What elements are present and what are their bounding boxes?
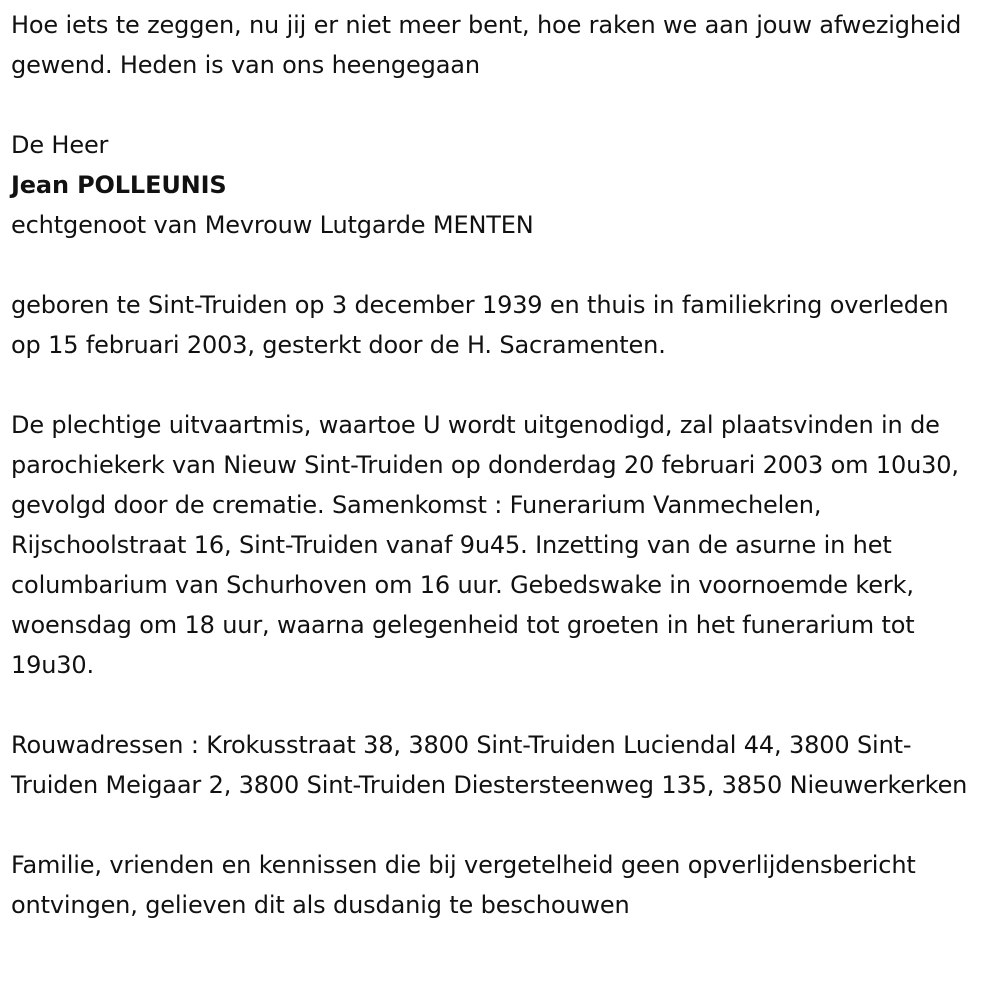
funeral-details: De plechtige uitvaartmis, waartoe U wordt uitgenodigd, zal plaatsvinden in de parochiekerk van Nieuw Sint-Truiden op donderdag 20 februari 2003 om 10u30, gevolgd door de crematie. Samenkomst : Funerarium Vanmechelen, Rijschoolstraat 16, Sint-Truiden vanaf 9u45. Inzetting van de asurne in het columbarium van Schurhoven om 16 uur. Gebedswake in voornoemde kerk, woensdag om 18 uur, waarna gelegenheid tot groeten in het funerarium tot 19u30. — [11, 411, 959, 679]
honorific: De Heer — [11, 131, 109, 159]
intro-text: Hoe iets te zeggen, nu jij er niet meer bent, hoe raken we aan jouw afwezigheid gewend. Heden is van ons heengegaan — [11, 11, 962, 79]
spouse-line: echtgenoot van Mevrouw Lutgarde MENTEN — [11, 211, 534, 239]
closing-text: Familie, vrienden en kennissen die bij vergetelheid geen opverlijdensbericht ontvingen, gelieven dit als dusdanig te beschouwen — [11, 851, 916, 919]
deceased-name: Jean POLLEUNIS — [11, 171, 227, 199]
deceased-block — [11, 125, 982, 245]
birth-death-text: geboren te Sint-Truiden op 3 december 1939 en thuis in familiekring overleden op 15 februari 2003, gesterkt door de H. Sacramenten. — [11, 291, 949, 359]
mourning-addresses: Rouwadressen : Krokusstraat 38, 3800 Sint-Truiden Luciendal 44, 3800 Sint-Truiden Meigaar 2, 3800 Sint-Truiden Diestersteenweg 135, 3850 Nieuwerkerken — [11, 731, 968, 799]
